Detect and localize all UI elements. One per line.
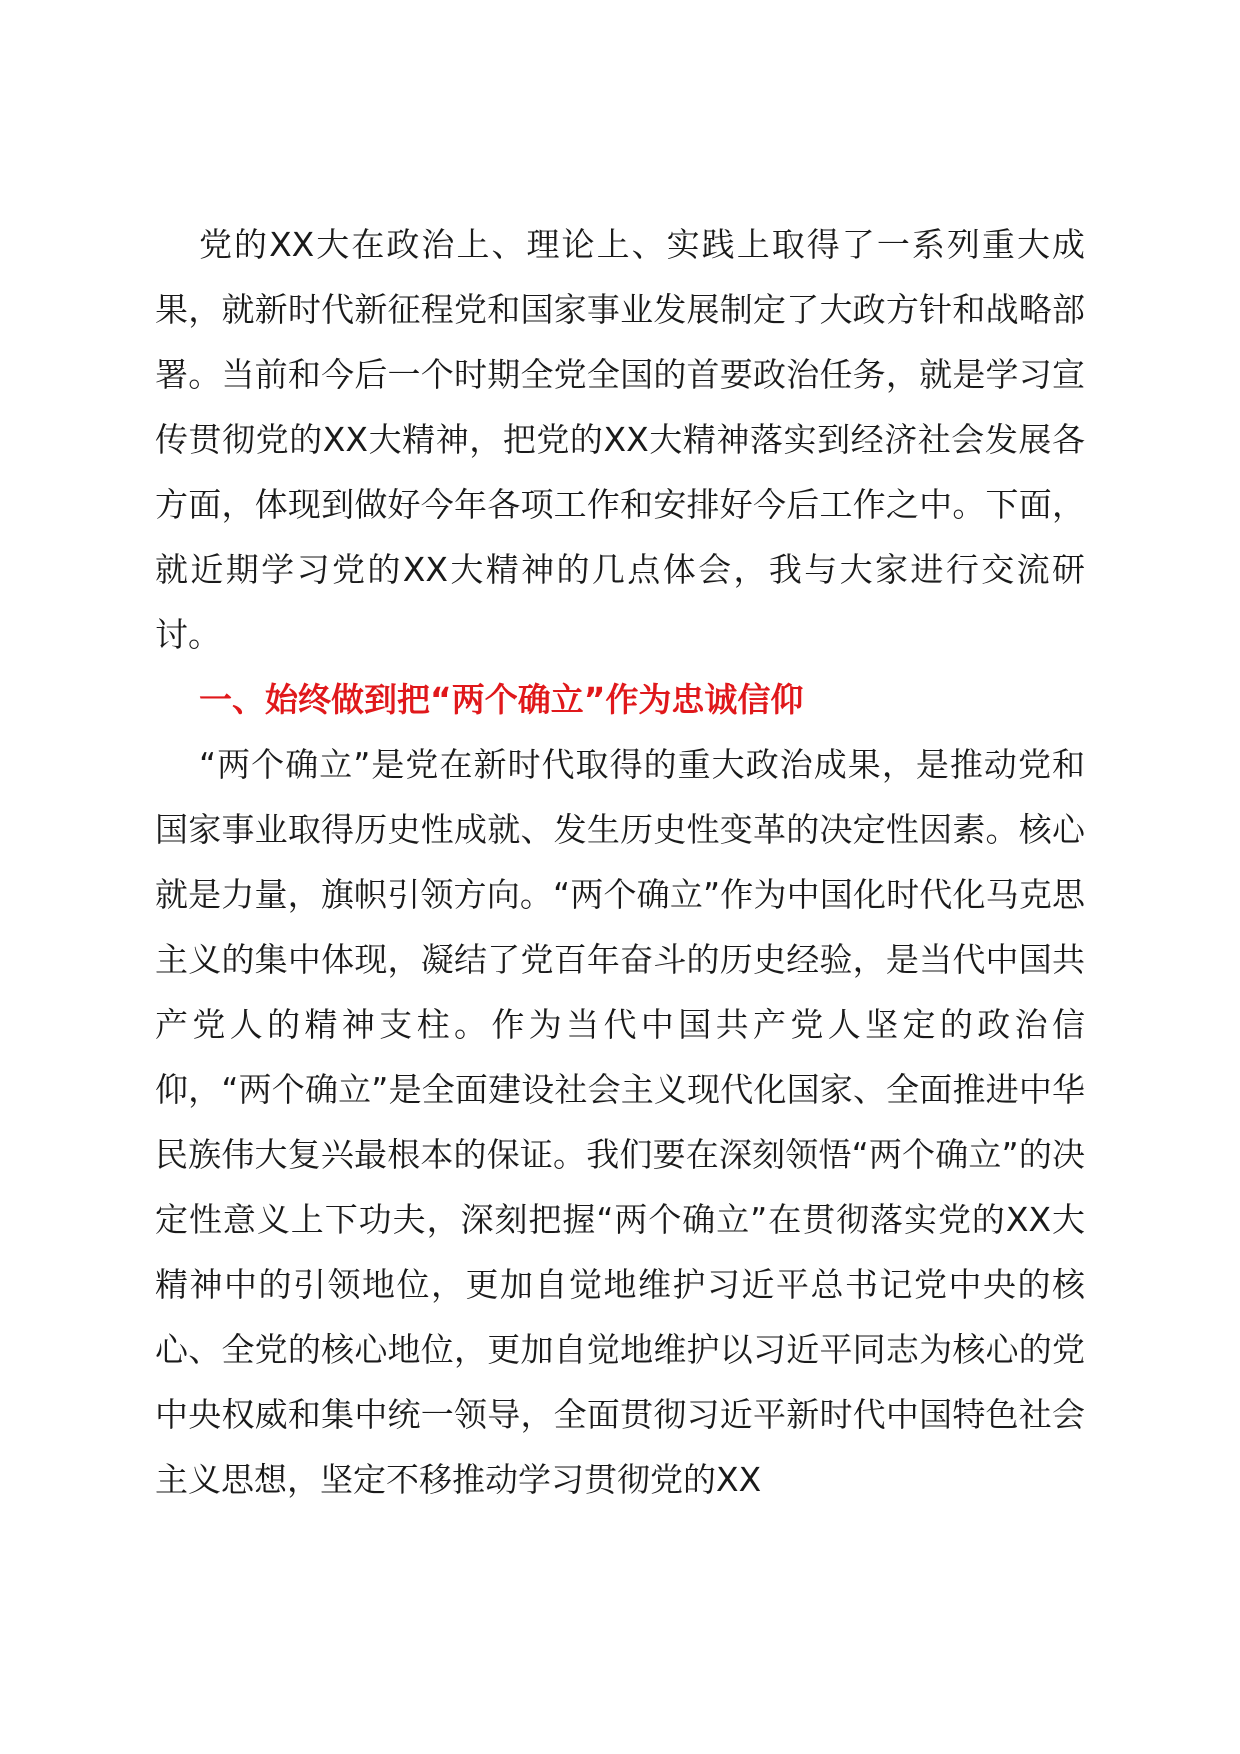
document-body xyxy=(155,212,1085,1512)
intro-paragraph: 党的XX大在政治上、理论上、实践上取得了一系列重大成果，就新时代新征程党和国家事业发展制定了大政方针和战略部署。当前和今后一个时期全党全国的首要政治任务，就是学习宣传贯彻党的XX大精神，把党的XX大精神落实到经济社会发展各方面，体现到做好今年各项工作和安排好今后工作之中。下面，就近期学习党的XX大精神的几点体会，我与大家进行交流研讨。 xyxy=(155,225,1085,654)
section-heading-1: 一、始终做到把“两个确立”作为忠诚信仰 xyxy=(199,680,804,719)
section-1-paragraph: “两个确立”是党在新时代取得的重大政治成果，是推动党和国家事业取得历史性成就、发生历史性变革的决定性因素。核心就是力量，旗帜引领方向。“两个确立”作为中国化时代化马克思主义的集中体现，凝结了党百年奋斗的历史经验，是当代中国共产党人的精神支柱。作为当代中国共产党人坚定的政治信仰，“两个确立”是全面建设社会主义现代化国家、全面推进中华民族伟大复兴最根本的保证。我们要在深刻领悟“两个确立”的决定性意义上下功夫，深刻把握“两个确立”在贯彻落实党的XX大精神中的引领地位，更加自觉地维护习近平总书记党中央的核心、全党的核心地位，更加自觉地维护以习近平同志为核心的党中央权威和集中统一领导，全面贯彻习近平新时代中国特色社会主义思想，坚定不移推动学习贯彻党的XX xyxy=(155,745,1085,1499)
